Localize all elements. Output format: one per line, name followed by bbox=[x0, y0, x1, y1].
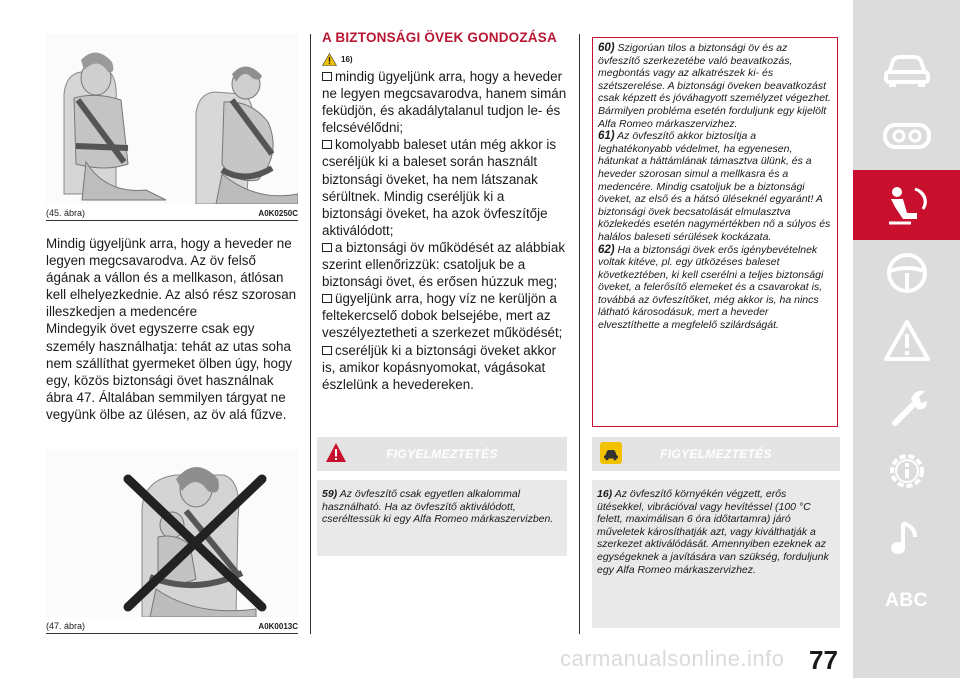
note-number: 61) bbox=[598, 130, 615, 143]
list-item bbox=[322, 68, 568, 136]
sidebar-item-technical[interactable] bbox=[853, 436, 960, 506]
checkbox-square-icon bbox=[322, 346, 332, 355]
watermark: carmanualsonline.info bbox=[560, 646, 785, 671]
list-item bbox=[322, 239, 568, 290]
chapter-sidebar bbox=[853, 0, 960, 678]
sidebar-item-maintenance[interactable] bbox=[853, 372, 960, 442]
list-item-text: a biztonsági öv működését az alábbiak szerint ellenőrizzük: csatoljuk be a biztonsági övet, és erősen húzzuk meg; bbox=[322, 239, 566, 290]
music-note-icon bbox=[881, 515, 933, 559]
middle-column bbox=[322, 30, 568, 393]
note bbox=[598, 244, 832, 332]
sidebar-item-safety[interactable] bbox=[853, 170, 960, 240]
list-item-text: ügyeljünk arra, hogy víz ne kerüljön a feltekercselő dobok belsejébe, mert az veszélyeztetheti a szerkezet működését; bbox=[322, 291, 563, 341]
prohibited-child-on-lap-illustration bbox=[46, 449, 298, 617]
list-item-text: komolyabb baleset után még akkor is cseréljük ki a baleset során használt biztonsági öveket, ha nem látszanak sérültnek. Mindig cseréljük ki a biztonsági öveket, ha azok övfeszítője aktiválódott; bbox=[322, 137, 557, 238]
steering-wheel-icon bbox=[881, 251, 933, 295]
figure-45-caption-row bbox=[46, 204, 298, 221]
care-bullet-list bbox=[322, 68, 568, 393]
notes-panel bbox=[592, 37, 838, 427]
warning-number: 59) bbox=[322, 488, 338, 500]
left-column bbox=[46, 34, 298, 423]
paragraph: Mindig ügyeljünk arra, hogy a heveder ne legyen megcsavarodva. Az öv felső ágának a vállon és a mellkason, átlósan kell elhelyezkednie. Az alsó rész szorosan illeszkedjen a medencére bbox=[46, 236, 297, 320]
sidebar-item-multimedia[interactable] bbox=[853, 502, 960, 572]
warning-number: 16) bbox=[597, 488, 613, 500]
warning-box-body bbox=[317, 480, 567, 556]
exclamation-warning-icon bbox=[325, 442, 347, 464]
list-item bbox=[322, 342, 568, 393]
warning-box-header bbox=[592, 437, 840, 471]
notes-text bbox=[598, 42, 832, 332]
warning-triangle-icon bbox=[881, 319, 933, 363]
sidebar-item-car[interactable] bbox=[853, 34, 960, 104]
figure-47-caption-row bbox=[46, 617, 298, 634]
list-item bbox=[322, 136, 568, 239]
checkbox-square-icon bbox=[322, 243, 332, 252]
list-item bbox=[322, 290, 568, 341]
figure-47-code: A0K0013C bbox=[258, 622, 298, 631]
abc-index-icon: ABC bbox=[885, 590, 928, 611]
warning-text: Az övfeszítő környékén végzett, erős ütésekkel, vibrációval vagy hevítéssel (100 °C felett, maximálisan 6 óra időtartamra) járó műveletek károsíthatják azt, vagy kiválthatják a szerkezet aktiválódását. Amennyiben ezeknek az egységeknek a javítására van szükség, forduljunk egy Alfa Romeo márkaszervizhez. bbox=[597, 488, 829, 576]
note-number: 60) bbox=[598, 42, 615, 54]
note-text: Ha a biztonsági övek erős igénybevételnek voltak kitéve, pl. egy ütközéses baleset következtében, ki kell cserélni a teljes biztonsági öveket, a felerősítő elemeket és a csavarokat is, továbbá az övfeszítőket, még akkor is, ha nincs látható károsodásuk, mert a heveder elvesztíthette a megfelelő szilárdságát. bbox=[598, 243, 824, 332]
wrench-icon bbox=[881, 385, 933, 429]
dashboard-gauges-icon bbox=[881, 113, 933, 157]
sidebar-item-driving[interactable] bbox=[853, 238, 960, 308]
paragraph: Mindegyik övet egyszerre csak egy személy használhatja: tehát az utas soha nem szállíthat gyermeket ölben úgy, hogy egy, közös biztonsági övet használnak ábra 47. Általában semmilyen tárgyat ne vegyünk ölbe az ülésen, az öv alá fűzve. bbox=[46, 321, 293, 422]
column-divider bbox=[579, 34, 580, 634]
note-text: Szigorúan tilos a biztonsági öv és az övfeszítő szerkezetébe való beavatkozás, megbontás vagy az alkatrészek ki- és szétszerelése. A biztonsági öveken beavatkozást csak képzett és jóváhagyott személyzet végezhet. Bármilyen probléma esetén forduljunk egy kijelölt Alfa Romeo márkaszervizhez. bbox=[598, 42, 831, 130]
figure-45-code: A0K0250C bbox=[258, 209, 298, 218]
car-warning-icon bbox=[600, 442, 622, 464]
figure-45-seatbelt-illustration bbox=[46, 34, 298, 204]
reference-row bbox=[322, 52, 568, 66]
note-text: Az övfeszítő akkor biztosítja a leghatékonyabb védelmet, ha egyenesen, hátunkat a háttámlának támasztva ülünk, és a heveder szorosan simul a mellkasra és a medencére. Mindig csatoljuk be a biztonsági öveket, az első és a hátsó üléseknél egyaránt! A biztonsági övek becsatolását elmulasztva közlekedés esetén nagymértékben nő a súlyos és halálos baleseti sérülések kockázata. bbox=[598, 130, 831, 243]
list-item-text: mindig ügyeljünk arra, hogy a heveder ne legyen megcsavarodva, hanem simán feküdjön, és akadálytalanul tudjon le- és felcsévélődni; bbox=[322, 69, 567, 136]
gear-info-icon bbox=[881, 449, 933, 493]
warning-triangle-icon bbox=[322, 53, 337, 66]
warning-title: FIGYELMEZTETÉS bbox=[660, 447, 772, 461]
warning-title: FIGYELMEZTETÉS bbox=[386, 447, 498, 461]
column-divider bbox=[310, 34, 311, 634]
checkbox-square-icon bbox=[322, 140, 332, 149]
warning-box-body bbox=[592, 480, 840, 628]
note bbox=[598, 42, 832, 130]
warning-box-header bbox=[317, 437, 567, 471]
section-title: A BIZTONSÁGI ÖVEK GONDOZÁSA bbox=[322, 30, 557, 45]
checkbox-square-icon bbox=[322, 294, 332, 303]
note-number: 62) bbox=[598, 243, 615, 256]
warning-text: Az övfeszítő csak egyetlen alkalommal használható. Ha az övfeszítő aktiválódott, cseréltessük ki egy Alfa Romeo márkaszervizben. bbox=[322, 488, 554, 526]
sidebar-item-index[interactable] bbox=[853, 566, 960, 636]
sidebar-item-dashboard[interactable] bbox=[853, 100, 960, 170]
seatbelt-wearing-illustration bbox=[46, 34, 298, 204]
note bbox=[598, 130, 832, 243]
car-icon bbox=[881, 47, 933, 91]
list-item-text: cseréljük ki a biztonsági öveket akkor is, amikor kopásnyomokat, vágásokat észlelünk a hevedereken. bbox=[322, 342, 557, 392]
figure-47-child-on-lap-illustration bbox=[46, 449, 298, 617]
sidebar-item-warnings[interactable] bbox=[853, 306, 960, 376]
figure-45-caption: (45. ábra) bbox=[46, 208, 86, 218]
left-body-text bbox=[46, 235, 298, 423]
page-number: 77 bbox=[809, 645, 838, 675]
checkbox-square-icon bbox=[322, 72, 332, 81]
figure-47-caption: (47. ábra) bbox=[46, 621, 86, 631]
seatbelt-airbag-icon bbox=[881, 183, 933, 227]
reference-number: 16) bbox=[341, 54, 353, 64]
